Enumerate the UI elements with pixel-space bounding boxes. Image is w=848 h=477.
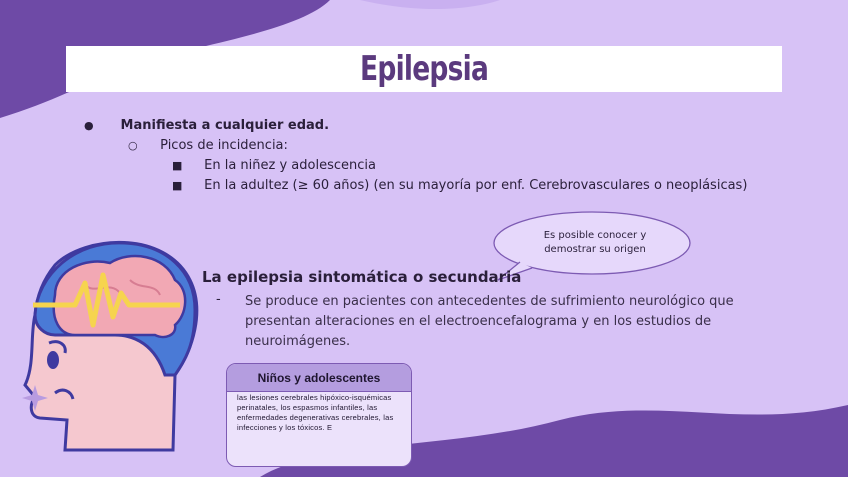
bullet-marker: ○ <box>128 139 138 152</box>
bullet-text: Manifiesta a cualquier edad. <box>120 118 330 133</box>
section-description: Se produce en pacientes con antecedentes de sufrimiento neurológico que presentan alteraciones en el electroencefalograma y en los estudios de neuroimágenes. <box>245 294 734 349</box>
card-title: Niños y adolescentes <box>227 364 411 392</box>
speech-bubble-text: Es posible conocer y demostrar su origen <box>543 230 647 255</box>
info-card <box>226 363 412 467</box>
slide-title: Epilepsia <box>359 49 488 89</box>
bullet-marker: ■ <box>172 159 183 172</box>
bullet-marker: ■ <box>172 179 183 192</box>
sparkle-icon <box>20 383 50 413</box>
section-subheading: La epilepsia sintomática o secundaria <box>202 268 522 286</box>
card-body: las lesiones cerebrales hipóxico-isquémicas perinatales, los espasmos infantiles, las enfermedades degenerativas cerebrales, las infecciones y los tóxicos. E <box>237 393 394 432</box>
bullet-text: En la niñez y adolescencia <box>204 158 376 173</box>
bullet-marker: ● <box>84 119 94 132</box>
bullet-text: Picos de incidencia: <box>160 138 288 153</box>
dash-marker: - <box>216 292 221 307</box>
bullet-text: En la adultez (≥ 60 años) (en su mayoría por enf. Cerebrovasculares o neoplásicas) <box>204 178 748 193</box>
brain-headache-illustration-icon <box>15 235 225 465</box>
